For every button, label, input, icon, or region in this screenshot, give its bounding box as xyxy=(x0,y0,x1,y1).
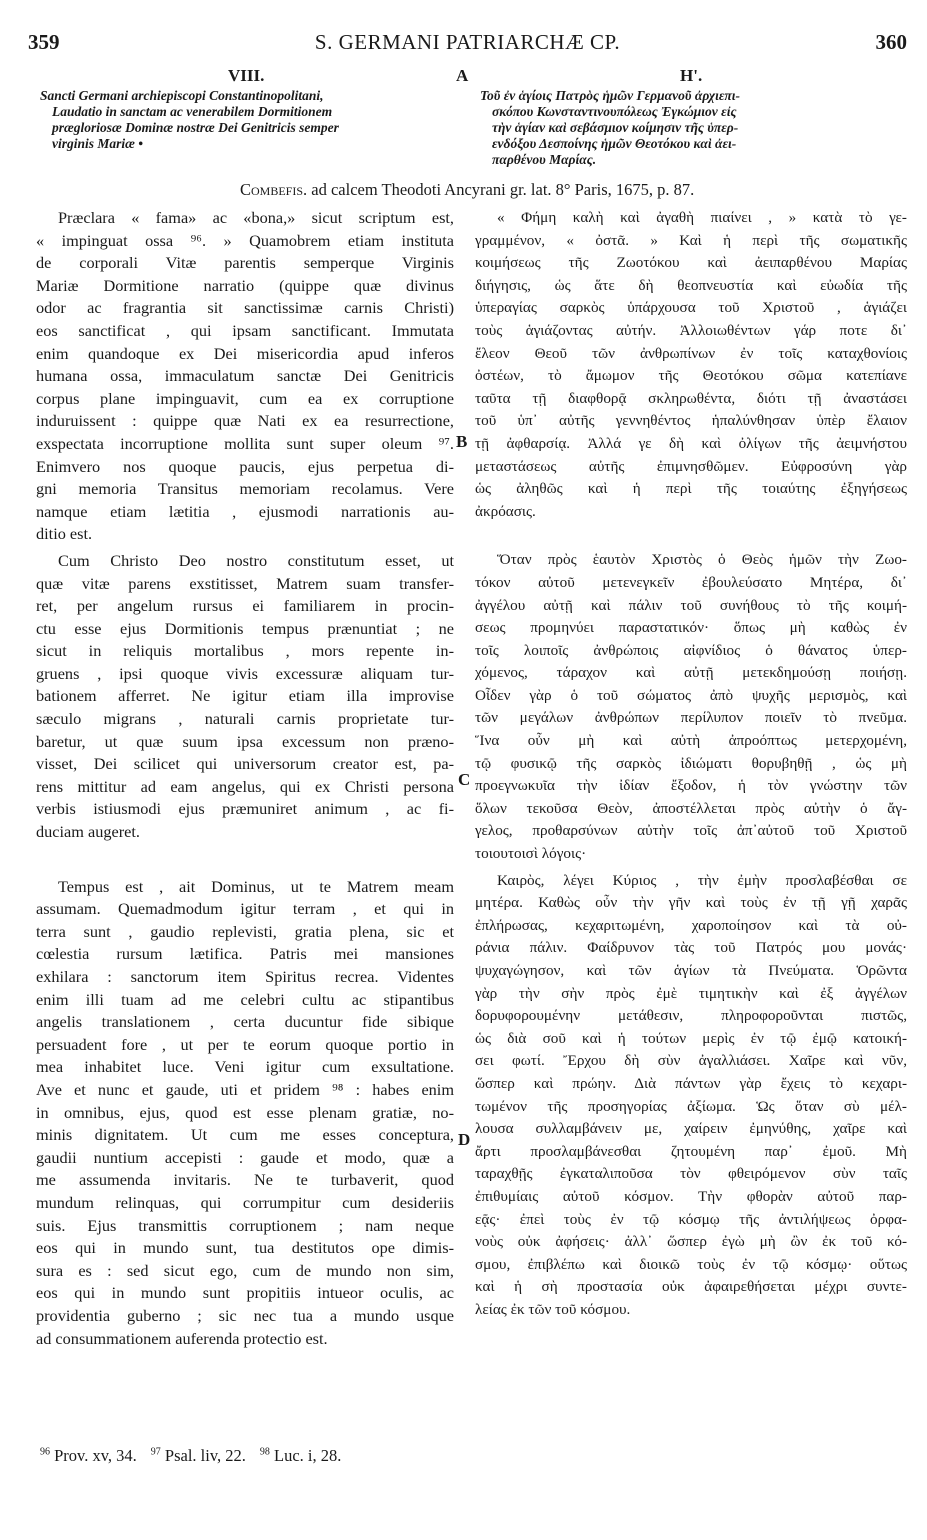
greek-line: ράνια πάλιν. Φαίδρυνον τὰς τοῦ Πατρός μου μονάς· xyxy=(475,939,907,957)
greek-line: μεταστάσεως αὐτῆς ἐπιμνησθῶμεν. Εὐφροσύνη γὰρ xyxy=(475,457,907,475)
latin-line: Mariæ Dormitione narratio (quippe quæ divinus xyxy=(36,275,454,295)
greek-line: ἔλεον Θεοῦ τῶν ἀνθρωπίνων ἐν τοῖς καταχθονίοις xyxy=(475,344,907,362)
latin-line: Cum Christo Deo nostro constitutum esset, ut xyxy=(58,550,454,570)
latin-line: in omnibus, ejus, quod est esse plenam gratiæ, no- xyxy=(36,1102,454,1122)
latin-line: mundum relinquas, qui corrumpitur cum desideriis xyxy=(36,1192,454,1212)
greek-line: νοὺς οὐκ ἀφήσεις· ἀλλ᾽ ὥσπερ ἐγὼ μὴ ὢν ἐκ τοῦ κό- xyxy=(475,1233,907,1251)
latin-line: enim quandoque ex Dei misericordia apud inferos xyxy=(36,343,454,363)
latin-line: cœlestia rursum lætifica. Patris mei mansiones xyxy=(36,944,454,964)
source-citation xyxy=(240,180,694,200)
footnote-reference: Psal. liv, 22. xyxy=(160,1446,246,1465)
latin-line: verbis istiusmodi ejus præmuniret animum , ac fi- xyxy=(36,799,454,819)
latin-line: ctu esse ejus Dormitionis tempus prænuntiat ; ne xyxy=(36,618,454,638)
footnote-number: 98 xyxy=(259,1446,270,1458)
latin-title xyxy=(40,88,450,152)
greek-paragraph xyxy=(475,549,907,865)
greek-line: σμου, ἐπιβλέπω καὶ διοικῶ τοὺς ἐν τῷ κόσμῳ· οὕτως xyxy=(475,1255,907,1273)
latin-line: « impinguat ossa ⁹⁶. » Quamobrem etiam instituta xyxy=(36,230,454,250)
greek-line: τοῖς λοιποῖς ἀνθρώποις αἰφνίδιος ὁ θάνατος ὑπερ- xyxy=(475,641,907,659)
greek-line: μητέρα. Καθὼς οὖν τὴν γῆν καὶ τοὺς ἐν τῇ γῇ χαρᾶς xyxy=(475,894,907,912)
greek-line: γελος, προθαρσύνων αὐτὴν τοῖς ἀπ᾽αὐτοῦ τοῦ Χριστοῦ xyxy=(475,822,907,840)
greek-line: τῇ ἀφθαρσίᾳ. Ἀλλά γε δὴ καὶ ὀλίγων τῆς ἀειμνήστου xyxy=(475,434,907,452)
greek-line: ἄρτι προσλαμβάνεσθαι ζητουμένη παρ᾽ ἐμοῦ. Μὴ xyxy=(475,1142,907,1160)
greek-line: κοιμήσεως τῆς Ζωοτόκου καὶ ἀειπαρθένου Μαρίας xyxy=(475,254,907,272)
latin-line: mea inhabitet luce. Veni igitur cum exsultatione. xyxy=(36,1057,454,1077)
greek-line: ὀστέων, τὸ ἄμωμον τῆς Θεοτόκου σῶμα κατεπίανε xyxy=(475,367,907,385)
greek-line: δορυφορουμένην μετάθεσιν, πληροφοροῦνται πιστῶς, xyxy=(475,1007,907,1025)
latin-title-line: Laudatio in sanctam ac venerabilem Dormitionem xyxy=(52,104,333,119)
greek-line: λείας ἐκ τῶν τοῦ κόσμου. xyxy=(475,1300,631,1318)
greek-line: τῶν μεγάλων ἀνθρώπων περίλυπον ποιεῖν τὸ πνεῦμα. xyxy=(475,709,907,727)
greek-line: Ὅταν πρὸς ἑαυτὸν Χριστὸς ὁ Θεὸς ἡμῶν τὴν Ζωο- xyxy=(497,551,907,569)
footnote-reference: Prov. xv, 34. xyxy=(50,1446,137,1465)
greek-line: σεως προμηνύει παραστατικόν· ὅπως μὴ καθὼς ἐν xyxy=(475,619,907,637)
latin-line: namque etiam lætitia , ejusmodi narrationis au- xyxy=(36,501,454,521)
greek-line: γραμμένον, « ὀστᾶ. » Καὶ ἡ περὶ τῆς σωματικῆς xyxy=(475,231,907,249)
footnote xyxy=(260,1446,342,1465)
latin-title-line: virginis Mariæ • xyxy=(52,136,143,151)
source-details: ad calcem Theodoti Ancyrani gr. lat. 8° Paris, 1675, p. 87. xyxy=(311,180,695,199)
greek-line: ὑπεραγίας σαρκὸς ὑπάρχουσα τοῦ Χριστοῦ , ἁγιάζει xyxy=(475,299,907,317)
greek-line: ὡς ἀληθῶς καὶ ἡ περὶ τῆς τοιαύτης ἐξηγήσεως xyxy=(475,480,907,498)
running-head xyxy=(28,30,907,60)
latin-line: visset, Dei scilicet qui universorum creator est, pa- xyxy=(36,754,454,774)
footnote-reference: Luc. i, 28. xyxy=(269,1446,342,1465)
greek-line: τοιουτοισὶ λόγοις· xyxy=(475,845,587,863)
greek-line: γὰρ τὴν σὴν πρὸς ἐμὲ τιμητικὴν καὶ ἐξ ἀγγέλων xyxy=(475,984,907,1002)
latin-title-line: Sancti Germani archiepiscopi Constantinopolitani, xyxy=(40,88,324,103)
latin-line: sura es : sed sicut ego, cum de mundo non sim, xyxy=(36,1260,454,1280)
greek-title xyxy=(480,88,910,168)
greek-title-line: Τοῦ ἐν ἁγίοις Πατρὸς ἡμῶν Γερμανοῦ ἀρχιεπι- xyxy=(480,88,741,103)
footnote xyxy=(40,1446,137,1465)
latin-line: induruissent : quippe quæ Nati ex ea resurrectione, xyxy=(36,411,454,431)
greek-line: διήγησις, ὡς ἅτε δὴ θεοπνευστία καὶ εὐωδία τῆς xyxy=(475,276,907,294)
greek-line: σει φωτί. Ἔρχου δὴ σὺν ἀγαλλιάσει. Χαῖρε καὶ νῦν, xyxy=(475,1052,907,1070)
latin-line: suis. Ejus transmittis corruptionem ; nam neque xyxy=(36,1215,454,1235)
latin-line: Ave et nunc et gaude, uti et pridem ⁹⁸ : habes enim xyxy=(36,1079,454,1099)
greek-title-line: παρθένου Μαρίας. xyxy=(492,152,597,167)
latin-line: ad consummationem auferenda protectio est. xyxy=(36,1328,328,1348)
greek-line: χόμενος, τάραχον καὶ αὐτῇ μετεκδημούσῃ ποιήσῃ. xyxy=(475,664,907,682)
greek-column xyxy=(475,207,907,1322)
latin-line: me assumenda invitaris. Ne te turbaverit, quod xyxy=(36,1170,454,1190)
latin-line: sæculo migrans , naturali carnis proprietate tur- xyxy=(36,709,454,729)
greek-line: « Φήμη καλὴ καὶ ἀγαθὴ πιαίνει , » κατὰ τὸ γε- xyxy=(497,209,907,226)
greek-section-number: Η'. xyxy=(680,66,703,85)
latin-line: corpus plane impinguavit, cum ea ex corruptione xyxy=(36,388,454,408)
section-letter-a: A xyxy=(456,66,469,85)
latin-line: angelis translationem , certa ducuntur fide sibique xyxy=(36,1012,454,1032)
greek-line: τόκον αὐτοῦ μετενεγκεῖν ἐβουλεύσατο Μητέρα, δι᾽ xyxy=(475,573,907,591)
page-number-right: 360 xyxy=(875,30,907,54)
latin-line: terra sunt , gaudio replevisti, gratia plena, sic et xyxy=(36,921,454,941)
latin-line: persuadent fore , ut per te eorum quoque portio in xyxy=(36,1034,454,1054)
latin-line: Præclara « fama» ac «bona,» sicut scriptum est, xyxy=(58,208,454,227)
greek-line: τοῦ ὑπ᾽ αὐτῆς γεννηθέντος ἡπαλύνθησαν ὑπὲρ ἔλαιον xyxy=(475,412,907,430)
latin-line: Tempus est , ait Dominus, ut te Matrem meam xyxy=(58,876,454,896)
latin-line: exhilara : sanctorum item Spiritus recrea. Videntes xyxy=(36,967,454,986)
latin-line: eos sanctificat , qui ipsam sanctificant. Immutata xyxy=(36,320,454,340)
margin-letter-c: C xyxy=(458,770,471,789)
greek-line: τῷ φυσικῷ τῆς σαρκὸς ἰδιώματι θορυβηθῇ , ὡς μὴ xyxy=(475,754,907,772)
latin-line: de corporali Vitæ parentis semperque Virginis xyxy=(36,253,454,273)
running-title: S. GERMANI PATRIARCHÆ CP. xyxy=(314,30,621,54)
latin-line: ret, per angelum rursus ei familiarem in procin- xyxy=(36,596,454,616)
latin-line: sicut in reliquis mortalibus , mors repente in- xyxy=(36,641,454,661)
greek-line: τωμένον τῆς προσηγορίας ἀξίωμα. Ὡς ὅταν σὺ μέλ- xyxy=(475,1097,907,1115)
latin-line: bationem afferret. Ne igitur etiam illa improvise xyxy=(36,686,454,706)
latin-line: odor ac fragrantia sit sanctissimæ carnis Christi) xyxy=(36,298,454,318)
latin-line: Enimvero nos quoque paucis, ejus perpetua di- xyxy=(36,456,454,476)
margin-letter-b: B xyxy=(456,432,468,451)
greek-line: ὡς διὰ σοῦ καὶ ἡ τούτων μερὶς ἐν τῷ ἐμῷ κατοική- xyxy=(475,1029,907,1047)
latin-line: baretur, ut quæ suum ipsa excessum non præno- xyxy=(36,731,454,751)
greek-line: ἐπλήρωσας, κεχαριτωμένη, χαροποίησον καὶ τὰ οὐ- xyxy=(475,916,907,934)
latin-line: gaudii nuntium accepisti : gaude et modo, quæ a xyxy=(36,1147,454,1167)
latin-line: duciam augeret. xyxy=(36,822,140,842)
latin-column xyxy=(36,207,454,1350)
latin-section-number: VIII. xyxy=(228,66,265,85)
page-number-left: 359 xyxy=(28,30,60,54)
greek-line: ὅλων τεκοῦσα Θεὸν, ἀποστέλλεται πρὸς αὐτὴν ὁ ἄγ- xyxy=(475,799,907,817)
footnote-number: 97 xyxy=(150,1446,161,1458)
greek-line: ταραχθῇς ἐγκαταλιποῦσα τὸν φθειρόμενον σὺν ταῖς xyxy=(475,1165,907,1183)
greek-line: ψυχαγώγησον, καὶ τῶν ἁγίων τὰ Πνεύματα. Ὁρῶντα xyxy=(475,962,907,979)
footnotes xyxy=(40,1446,341,1466)
greek-line: λουσα συλλαμβάνειν με, χαίρειν ἐμηνύθης, χαῖρε καὶ xyxy=(475,1120,907,1138)
latin-line: exspectata incorruptione mollita sunt super oleum ⁹⁷. xyxy=(36,433,454,453)
greek-line: Καιρὸς, λέγει Κύριος , τὴν ἐμὴν προσλαβέσθαι σε xyxy=(497,871,907,889)
greek-line: τοὺς ἁγιάζοντας αὐτήν. Ἀλλοιωθέντων γάρ ποτε δι᾽ xyxy=(475,321,907,339)
latin-paragraph xyxy=(36,550,454,844)
greek-paragraph xyxy=(475,207,907,523)
latin-line: ditio est. xyxy=(36,524,93,544)
latin-title-line: prægloriosæ Dominæ nostræ Dei Genitricis semper xyxy=(52,120,339,135)
source-author: Combefis. xyxy=(240,180,308,199)
greek-line: ἐπιθυμίαις αὐτοῦ κόσμον. Τὴν φθορὰν αὐτοῦ παρ- xyxy=(475,1187,907,1205)
latin-line: eos qui in mundo sunt propitiis intueor oculis, ac xyxy=(36,1283,454,1303)
greek-line: ταῦτα τῇ διαφθορᾷ σκληρωθέντα, διότι τῇ ἀναστάσει xyxy=(475,389,907,407)
margin-letter-d: D xyxy=(458,1130,471,1149)
greek-title-line: τὴν ἁγίαν καὶ σεβάσμιον κοίμησιν τῆς ὑπερ- xyxy=(492,120,739,135)
greek-title-line: σκόπου Κωνσταντινουπόλεως Ἐγκώμιον εἰς xyxy=(492,104,737,119)
greek-line: καὶ ἡ σὴ προστασία οὐκ ἀφαιρεθήσεται μέχρι συντε- xyxy=(475,1278,907,1296)
greek-line: ἀκρόασις. xyxy=(475,502,536,520)
greek-line: ἀγγέλου αὐτῇ καὶ πάλιν τοῦ συνήθους τὸ τῆς κοιμή- xyxy=(475,596,907,614)
footnote xyxy=(151,1446,246,1465)
latin-line: eos qui in mundo sunt, tua destitutos ope dimis- xyxy=(36,1238,454,1258)
greek-line: Οἶδεν γὰρ ὁ τοῦ σώματος ἀπὸ ψυχῆς μερισμὸς, καὶ xyxy=(475,686,907,704)
latin-line: gruens , ipsi quoque vivis excessuræ aliquam tur- xyxy=(36,663,454,683)
greek-line: προεγνωκυῖα τὴν ἰδίαν ἔξοδον, ἡ τὸν γνώστην τῶν xyxy=(475,777,907,795)
greek-line: Ἵνα οὖν μὴ καὶ αὐτὴ ἀπροόπτως μετερχομένη, xyxy=(475,732,907,750)
latin-paragraph xyxy=(36,876,454,1350)
latin-line: rens mittitur ad eam angelus, qui ex Christi persona xyxy=(36,776,454,796)
greek-line: ὥσπερ καὶ πρώην. Διὰ πάντων γὰρ ἔχεις τὸ κεχαρι- xyxy=(475,1074,907,1092)
latin-line: quæ vitæ parens exstitisset, Matrem suam transfer- xyxy=(36,573,454,593)
latin-line: assumam. Quemadmodum igitur terram , et qui in xyxy=(36,899,454,919)
latin-line: minis dignitatem. Ut cum me esses conceptura, xyxy=(36,1125,454,1145)
greek-line: εᾷς· ἐπεὶ τοὺς ἐν τῷ κόσμῳ τῆς ἀντιλήψεως ὀρφα- xyxy=(475,1210,907,1228)
latin-paragraph xyxy=(36,207,454,546)
latin-line: gni memoria Transitus memoriam recolamus. Vere xyxy=(36,479,454,499)
greek-paragraph xyxy=(475,870,907,1322)
latin-line: enim illi tuam ad me celebri cultu ac stipantibus xyxy=(36,989,454,1009)
latin-line: providentia guberno ; sic nec tua a mundo usque xyxy=(36,1305,454,1325)
latin-line: humana ossa, immaculatum sanctæ Dei Genitricis xyxy=(36,366,454,386)
greek-title-line: ενδόξου Δεσποίνης ἡμῶν Θεοτόκου καὶ ἀει- xyxy=(492,136,737,151)
footnote-number: 96 xyxy=(40,1446,50,1458)
